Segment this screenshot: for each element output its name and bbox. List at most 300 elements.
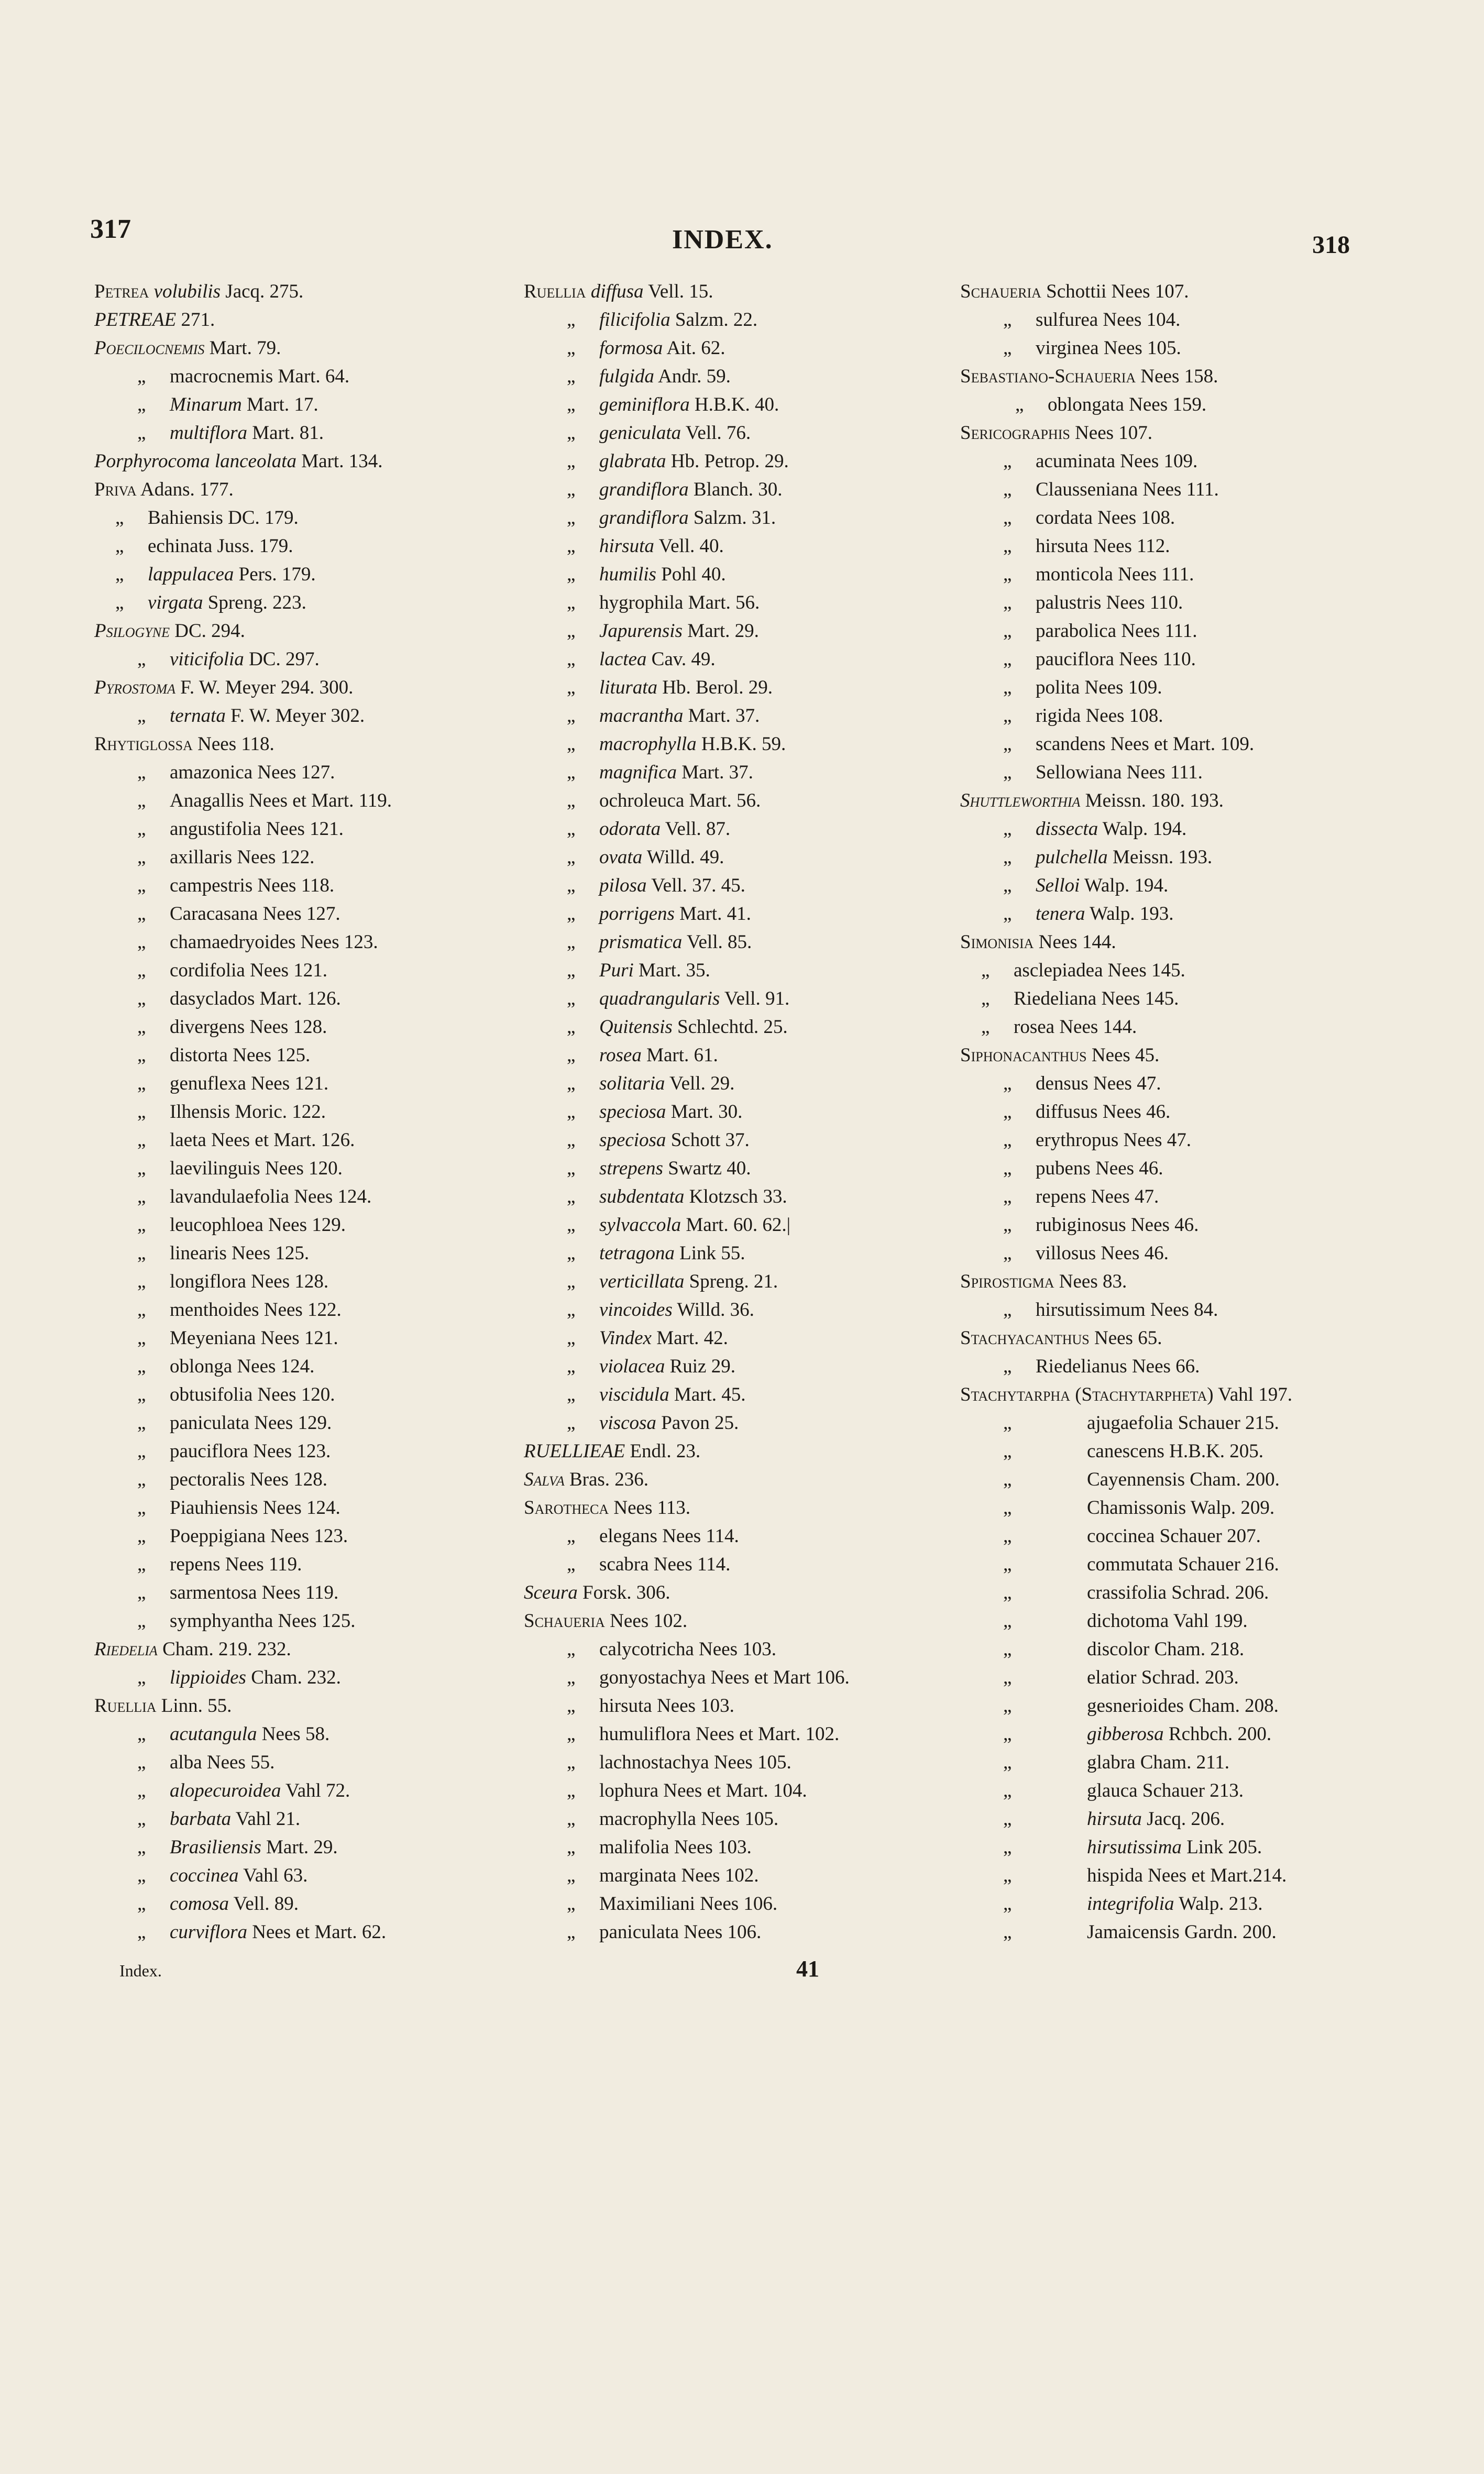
epithet-name: genuflexa [170, 1073, 246, 1094]
epithet-name: pubens [1036, 1158, 1091, 1179]
epithet-name: porrigens [599, 903, 675, 925]
epithet-name: Selloi [1036, 875, 1080, 896]
index-entry-species [524, 1183, 974, 1211]
ditto-mark: „ [567, 479, 576, 500]
author-page-ref: Nees 121. [250, 960, 328, 981]
epithet-name: echinata [148, 535, 213, 557]
epithet-name: Brasiliensis [170, 1837, 261, 1858]
epithet-name: parabolica [1036, 620, 1117, 642]
index-entry-species [94, 560, 545, 589]
epithet-name: dissecta [1036, 818, 1098, 840]
epithet-name: macrophylla [599, 1808, 696, 1830]
genus-name: Siphonacanthus [960, 1044, 1087, 1066]
author-page-ref: H.B.K. 59. [701, 733, 786, 755]
ditto-mark: „ [1003, 1610, 1012, 1632]
epithet-name: Japurensis [599, 620, 683, 642]
author-page-ref: Nees et Mart. 126. [211, 1129, 355, 1151]
ditto-mark: „ [567, 1384, 576, 1405]
epithet-name: elegans [599, 1525, 657, 1547]
author-page-ref: Schrad. 206. [1171, 1582, 1269, 1603]
index-entry-genus [960, 278, 1432, 306]
index-column-2 [524, 278, 974, 1947]
ditto-mark: „ [137, 790, 146, 811]
index-entry-species [960, 1098, 1432, 1126]
epithet-name: hygrophila [599, 592, 684, 613]
index-entry-species [94, 985, 545, 1013]
ditto-mark: „ [137, 1723, 146, 1745]
author-page-ref: Walp. 213. [1179, 1893, 1263, 1915]
ditto-mark: „ [1003, 1554, 1012, 1575]
ditto-mark: „ [1003, 1073, 1012, 1094]
epithet-name: densus [1036, 1073, 1089, 1094]
author-page-ref: Nees 111. [1126, 762, 1203, 783]
epithet-name: virginea [1036, 337, 1099, 359]
epithet-name: coccinea [1087, 1525, 1155, 1547]
ditto-mark: „ [137, 1497, 146, 1519]
index-entry-genus [524, 1494, 974, 1522]
index-entry-species [94, 758, 545, 787]
epithet-name: pulchella [1036, 846, 1108, 868]
ditto-mark: „ [1003, 337, 1012, 359]
epithet-name: macrantha [599, 705, 684, 727]
index-entry-species [960, 504, 1432, 532]
index-entry-species [524, 560, 974, 589]
epithet-name: chamaedryoides [170, 931, 296, 953]
epithet-name: leucophloea [170, 1214, 263, 1236]
author-page-ref: Mart. 35. [639, 960, 710, 981]
ditto-mark: „ [137, 762, 146, 783]
index-entry-species [960, 306, 1432, 334]
author-page-ref: Vell. 76. [685, 422, 751, 444]
epithet-name: gesnerioides [1087, 1695, 1184, 1717]
index-entry-species [960, 674, 1432, 702]
index-entry-species [960, 1409, 1432, 1437]
author-page-ref: Nees 105. [701, 1808, 779, 1830]
index-entry-species [524, 1890, 974, 1918]
epithet-name: villosus [1036, 1243, 1096, 1264]
index-entry-species [524, 1777, 974, 1805]
epithet-name: monticola [1036, 564, 1113, 585]
epithet-name: coccinea [170, 1865, 239, 1886]
author-page-ref: Nees 110. [1106, 592, 1183, 613]
index-entry-species [524, 928, 974, 956]
epithet-name: ochroleuca [599, 790, 685, 811]
epithet-name: crassifolia [1087, 1582, 1167, 1603]
ditto-mark: „ [567, 1837, 576, 1858]
author-page-ref: Gardn. 200. [1184, 1921, 1277, 1943]
epithet-name: barbata [170, 1808, 232, 1830]
index-entry-species [94, 1070, 545, 1098]
ditto-mark: „ [1003, 1865, 1012, 1886]
author-page-ref: Hb. Petrop. 29. [670, 450, 789, 472]
index-entry-species [524, 1268, 974, 1296]
epithet-name: tenera [1036, 903, 1085, 925]
genus-name: Riedelia [94, 1639, 158, 1660]
index-entry-species [960, 815, 1432, 843]
author-page-ref: Nees 46. [1095, 1158, 1163, 1179]
author-page-ref: Klotzsch 33. [689, 1186, 787, 1207]
ditto-mark: „ [1003, 1667, 1012, 1688]
index-entry-species [524, 702, 974, 730]
index-entry-genus [524, 1579, 974, 1607]
ditto-mark: „ [567, 931, 576, 953]
index-entry-species [524, 956, 974, 985]
author-page-ref: Walp. 193. [1090, 903, 1174, 925]
ditto-mark: „ [567, 1723, 576, 1745]
ditto-mark: „ [137, 875, 146, 896]
author-page-ref: Nees 83. [1059, 1271, 1127, 1292]
index-entry-species [960, 843, 1432, 872]
epithet-name: hirsutissimum [1036, 1299, 1146, 1321]
author-page-ref: Nees 107. [1111, 281, 1189, 302]
ditto-mark: „ [137, 422, 146, 444]
ditto-mark: „ [137, 1384, 146, 1405]
index-entry-species [524, 447, 974, 476]
ditto-mark: „ [1003, 648, 1012, 670]
epithet-name: lanceolata [214, 450, 297, 472]
ditto-mark: „ [137, 1780, 146, 1801]
author-page-ref: Vell. 37. 45. [651, 875, 745, 896]
ditto-mark: „ [1003, 1639, 1012, 1660]
index-entry-species [960, 1551, 1432, 1579]
index-entry-species [960, 1296, 1432, 1324]
ditto-mark: „ [137, 705, 146, 727]
ditto-mark: „ [137, 1101, 146, 1123]
ditto-mark: „ [567, 564, 576, 585]
ditto-mark: „ [1003, 846, 1012, 868]
author-page-ref: Schott 37. [670, 1129, 750, 1151]
author-page-ref: Nees 106. [684, 1921, 762, 1943]
ditto-mark: „ [567, 1186, 576, 1207]
epithet-name: malifolia [599, 1837, 669, 1858]
index-entry-genus [960, 1268, 1432, 1296]
index-entry-genus [94, 447, 545, 476]
epithet-name: Vindex [599, 1327, 652, 1349]
ditto-mark: „ [137, 846, 146, 868]
epithet-name: pauciflora [1036, 648, 1114, 670]
index-entry-species [94, 702, 545, 730]
epithet-name: repens [170, 1554, 221, 1575]
author-page-ref: Mart. 37. [681, 762, 753, 783]
index-entry-species [524, 1749, 974, 1777]
index-entry-genus [94, 1692, 545, 1720]
author-page-ref: Vell. 29. [669, 1073, 735, 1094]
genus-name: Stachytarpha [960, 1384, 1070, 1405]
index-entry-species [524, 1522, 974, 1551]
epithet-name: viticifolia [170, 648, 244, 670]
page-header [0, 0, 1484, 293]
index-entry-species [960, 702, 1432, 730]
genus-name: Shuttleworthia [960, 790, 1081, 811]
author-page-ref: Nees 119. [261, 1582, 339, 1603]
author-page-ref: Nees 114. [662, 1525, 739, 1547]
author-page-ref: Ruiz 29. [669, 1356, 735, 1377]
ditto-mark: „ [115, 535, 124, 557]
index-entry-species [960, 730, 1432, 758]
author-page-ref: Nees 108. [1085, 705, 1163, 727]
ditto-mark: „ [567, 1356, 576, 1377]
index-entry-species [94, 900, 545, 928]
index-entry-species [94, 1918, 545, 1947]
ditto-mark: „ [137, 818, 146, 840]
author-page-ref: Mart. 30. [670, 1101, 743, 1123]
author-page-ref: Nees 58. [261, 1723, 330, 1745]
author-page-ref: Nees 129. [268, 1214, 346, 1236]
index-entry-species [524, 1296, 974, 1324]
ditto-mark: „ [567, 1044, 576, 1066]
index-entry-species [960, 391, 1432, 419]
index-entry-species [524, 730, 974, 758]
epithet-name: alba [170, 1752, 202, 1773]
author-page-ref: Mart. 29. [266, 1837, 338, 1858]
author-page-ref: Nees 158. [1140, 366, 1218, 387]
epithet-name: virgata [148, 592, 203, 613]
epithet-name: sarmentosa [170, 1582, 257, 1603]
index-entry-species [524, 900, 974, 928]
index-entry-species [94, 1805, 545, 1833]
author-page-ref: Mart. 37. [688, 705, 760, 727]
index-entry-species [524, 1805, 974, 1833]
index-entry-species [960, 1579, 1432, 1607]
ditto-mark: „ [137, 1893, 146, 1915]
index-entry-species [94, 1409, 545, 1437]
ditto-mark: „ [1003, 1243, 1012, 1264]
author-page-ref: Nees 125. [278, 1610, 356, 1632]
ditto-mark: „ [1003, 309, 1012, 331]
epithet-name: lippioides [170, 1667, 246, 1688]
author-page-ref: Forsk. 306. [582, 1582, 670, 1603]
ditto-mark: „ [567, 1667, 576, 1688]
ditto-mark: „ [567, 1158, 576, 1179]
ditto-mark: „ [1003, 1752, 1012, 1773]
ditto-mark: „ [567, 733, 576, 755]
index-entry-species [960, 1890, 1432, 1918]
epithet-name: magnifica [599, 762, 677, 783]
ditto-mark: „ [1003, 1214, 1012, 1236]
index-entry-species [960, 1126, 1432, 1154]
epithet-name: sylvaccola [599, 1214, 681, 1236]
ditto-mark: „ [567, 535, 576, 557]
ditto-mark: „ [567, 1243, 576, 1264]
signature-number: 41 [796, 1956, 819, 1982]
author-page-ref: Vahl 21. [235, 1808, 301, 1830]
ditto-mark: „ [1003, 1412, 1012, 1434]
ditto-mark: „ [1003, 733, 1012, 755]
ditto-mark: „ [567, 705, 576, 727]
epithet-name: scabra [599, 1554, 649, 1575]
index-entry-species [960, 1607, 1432, 1635]
index-entry-species [94, 504, 545, 532]
epithet-name: distorta [170, 1044, 228, 1066]
index-entry-species [524, 1381, 974, 1409]
author-page-ref: Link 205. [1186, 1837, 1262, 1858]
author-page-ref: Nees 121. [251, 1073, 329, 1094]
epithet-name: hispida [1087, 1865, 1143, 1886]
author-page-ref: Nees 109. [1120, 450, 1198, 472]
index-entry-species [524, 1409, 974, 1437]
epithet-name: hirsutissima [1087, 1837, 1182, 1858]
author-page-ref: Nees 47. [1093, 1073, 1161, 1094]
author-page-ref: Nees 118. [257, 875, 335, 896]
ditto-mark: „ [567, 762, 576, 783]
index-entry-species [960, 1833, 1432, 1862]
author-page-ref: Swartz 40. [668, 1158, 751, 1179]
index-entry-genus [94, 278, 545, 306]
author-page-ref: Walp. 194. [1102, 818, 1187, 840]
author-page-ref: Cham. 218. [1154, 1639, 1245, 1660]
epithet-name: prismatica [599, 931, 683, 953]
index-entry-species [94, 843, 545, 872]
epithet-name: acuminata [1036, 450, 1116, 472]
author-page-ref: Nees 46. [1130, 1214, 1199, 1236]
ditto-mark: „ [567, 1073, 576, 1094]
epithet-name: strepens [599, 1158, 663, 1179]
ditto-mark: „ [567, 1327, 576, 1349]
ditto-mark: „ [137, 394, 146, 415]
index-entry-species [524, 674, 974, 702]
footer-label: Index. [119, 1961, 162, 1980]
index-entry-species [960, 1239, 1432, 1268]
ditto-mark: „ [137, 1129, 146, 1151]
epithet-name: vincoides [599, 1299, 673, 1321]
ditto-mark: „ [137, 1299, 146, 1321]
genus-name: Spirostigma [960, 1271, 1054, 1292]
author-page-ref: Mart. 134. [301, 450, 383, 472]
epithet-name: canescens [1087, 1441, 1164, 1462]
author-page-ref: Nees 66. [1131, 1356, 1200, 1377]
index-entry-species [524, 1353, 974, 1381]
author-page-ref: Vell. 85. [686, 931, 752, 953]
epithet-name: lachnostachya [599, 1752, 709, 1773]
index-entry-species [94, 928, 545, 956]
index-entry-species [960, 872, 1432, 900]
ditto-mark: „ [567, 1752, 576, 1773]
author-page-ref: F. W. Meyer 294. 300. [180, 677, 354, 698]
page-title: INDEX. [672, 225, 773, 255]
genus-name: Schaueria [960, 281, 1041, 302]
index-entry-genus [524, 1466, 974, 1494]
ditto-mark: „ [137, 1525, 146, 1547]
author-page-ref: Nees 104. [1103, 309, 1181, 331]
author-page-ref: Nees 128. [249, 1016, 327, 1038]
ditto-mark: „ [567, 1554, 576, 1575]
author-page-ref: Nees 107. [1075, 422, 1153, 444]
epithet-name: gonyostachya [599, 1667, 706, 1688]
index-entry-species [94, 1126, 545, 1154]
ditto-mark: „ [1003, 620, 1012, 642]
ditto-mark: „ [1003, 1497, 1012, 1519]
genus-name: Rhytiglossa [94, 733, 193, 755]
genus-name: Petrea [94, 281, 149, 302]
epithet-name: dichotoma [1087, 1610, 1169, 1632]
index-entry-species [94, 1862, 545, 1890]
index-entry-genus [960, 1041, 1432, 1070]
author-page-ref: Schauer 215. [1178, 1412, 1279, 1434]
ditto-mark: „ [1003, 762, 1012, 783]
author-page-ref: DC. 294. [174, 620, 245, 642]
epithet-name: angustifolia [170, 818, 261, 840]
epithet-name: gibberosa [1087, 1723, 1164, 1745]
ditto-mark: „ [137, 1327, 146, 1349]
author-page-ref: Schauer 213. [1142, 1780, 1244, 1801]
epithet-name: multiflora [170, 422, 248, 444]
epithet-name: acutangula [170, 1723, 257, 1745]
author-page-ref: Meissn. 180. 193. [1085, 790, 1224, 811]
author-page-ref: Walp. 194. [1084, 875, 1169, 896]
ditto-mark: „ [981, 960, 990, 981]
index-entry-genus [524, 278, 974, 306]
ditto-mark: „ [567, 1412, 576, 1434]
page-number-left: 317 [90, 214, 131, 244]
epithet-name: rigida [1036, 705, 1081, 727]
ditto-mark: „ [567, 422, 576, 444]
author-page-ref: Nees 125. [233, 1044, 311, 1066]
author-page-ref: Jacq. 206. [1147, 1808, 1225, 1830]
ditto-mark: „ [567, 1865, 576, 1886]
author-page-ref: Nees 113. [613, 1497, 690, 1519]
ditto-mark: „ [1003, 592, 1012, 613]
index-column-1 [94, 278, 545, 1947]
epithet-name: diffusa [590, 281, 644, 302]
author-page-ref: Mart. 81. [252, 422, 324, 444]
author-page-ref: Nees 103. [656, 1695, 734, 1717]
index-entry-genus [94, 674, 545, 702]
epithet-name: Ilhensis [170, 1101, 230, 1123]
ditto-mark: „ [567, 1921, 576, 1943]
author-page-ref: Nees 123. [300, 931, 378, 953]
index-entry-species [960, 532, 1432, 560]
author-page-ref: Nees 124. [262, 1497, 340, 1519]
index-entry-species [94, 1494, 545, 1522]
epithet-name: polita [1036, 677, 1080, 698]
author-page-ref: Cham. 211. [1140, 1752, 1229, 1773]
author-page-ref: Linn. 55. [161, 1695, 232, 1717]
epithet-name: marginata [599, 1865, 677, 1886]
author-page-ref: Bras. 236. [569, 1469, 649, 1490]
epithet-name: laeta [170, 1129, 206, 1151]
author-page-ref: Nees 84. [1150, 1299, 1218, 1321]
ditto-mark: „ [137, 1243, 146, 1264]
epithet-name: menthoides [170, 1299, 259, 1321]
author-page-ref: Nees et Mart. 119. [249, 790, 392, 811]
author-page-ref: Nees 127. [262, 903, 340, 925]
epithet-name: obtusifolia [170, 1384, 253, 1405]
epithet-name: solitaria [599, 1073, 665, 1094]
index-entry-species [94, 1296, 545, 1324]
genus-name: Sarotheca [524, 1497, 609, 1519]
author-page-ref: Nees et Mart. 109. [1110, 733, 1255, 755]
index-entry-genus [960, 419, 1432, 447]
index-entry-species [524, 645, 974, 674]
author-page-ref: Rchbch. 200. [1168, 1723, 1272, 1745]
index-column-3 [960, 278, 1432, 1947]
author-page-ref: Mart. 56. [689, 790, 761, 811]
ditto-mark: „ [567, 592, 576, 613]
epithet-name: fulgida [599, 366, 654, 387]
epithet-name: cordifolia [170, 960, 245, 981]
author-page-ref: Schrad. 203. [1141, 1667, 1239, 1688]
index-entry-species [94, 1013, 545, 1041]
epithet-name: rosea [599, 1044, 642, 1066]
author-page-ref: Nees 120. [265, 1158, 343, 1179]
author-page-ref: Nees 159. [1129, 394, 1207, 415]
author-page-ref: Nees 128. [250, 1469, 328, 1490]
epithet-name: pauciflora [170, 1441, 248, 1462]
index-entry-species [524, 872, 974, 900]
ditto-mark: „ [1003, 1186, 1012, 1207]
author-page-ref: Nees 47. [1091, 1186, 1159, 1207]
ditto-mark: „ [1015, 394, 1024, 415]
